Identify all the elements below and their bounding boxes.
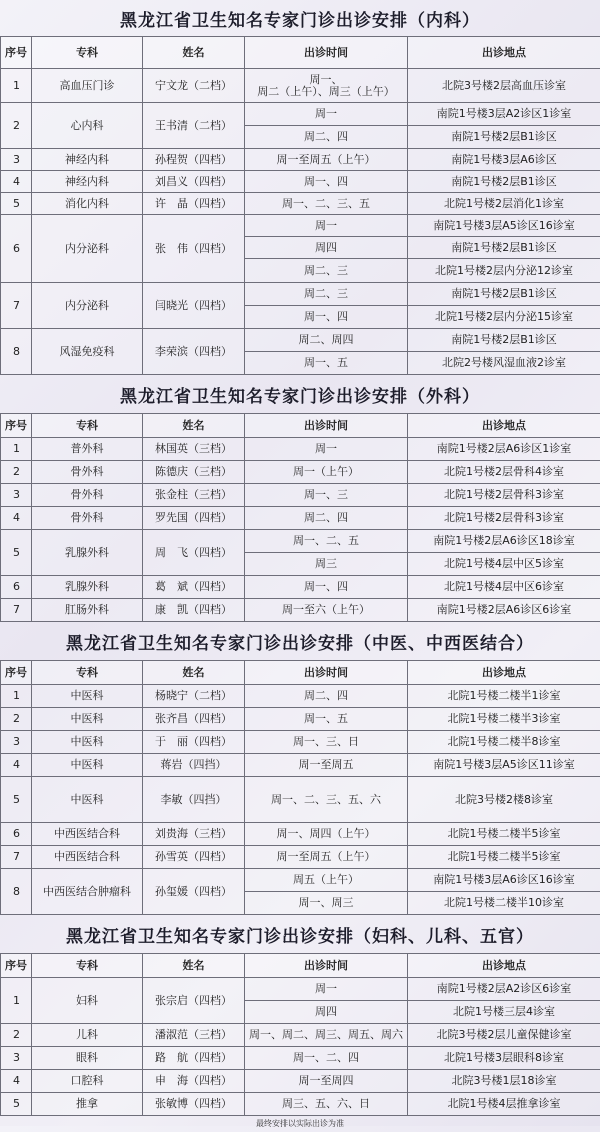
column-header: 姓名 xyxy=(143,954,245,978)
table-row xyxy=(1,149,600,171)
clinic-location-cell: 北院1号楼二楼半10诊室 xyxy=(408,892,600,915)
doctor-name-cell: 林国英（三档） xyxy=(143,438,245,461)
clinic-time-cell: 周三、五、六、日 xyxy=(245,1093,408,1116)
table-row xyxy=(1,1093,600,1116)
clinic-time-cell: 周二、三 xyxy=(245,259,408,283)
clinic-location-cell: 北院1号楼4层中区6诊室 xyxy=(408,576,600,599)
clinic-time-cell: 周一、五 xyxy=(245,708,408,731)
clinic-location-cell: 北院3号楼1层18诊室 xyxy=(408,1070,600,1093)
doctor-name-cell: 刘贵海（三档） xyxy=(143,823,245,846)
column-header: 专科 xyxy=(32,661,143,685)
table-row xyxy=(1,599,600,622)
row-number: 5 xyxy=(1,777,32,823)
row-number: 8 xyxy=(1,869,32,915)
department-cell: 内分泌科 xyxy=(32,283,143,329)
clinic-time-cell: 周一 xyxy=(245,103,408,126)
clinic-time-cell: 周一、三、日 xyxy=(245,731,408,754)
schedule-table xyxy=(0,660,600,915)
column-header: 姓名 xyxy=(143,37,245,69)
doctor-name-cell: 李敏（四挡） xyxy=(143,777,245,823)
clinic-location-cell: 北院3号楼2楼8诊室 xyxy=(408,777,600,823)
clinic-time-cell: 周一至周五（上午） xyxy=(245,846,408,869)
table-row xyxy=(1,530,600,553)
clinic-time-cell: 周一、二、四 xyxy=(245,1047,408,1070)
column-header: 专科 xyxy=(32,954,143,978)
column-header: 出诊地点 xyxy=(408,414,600,438)
clinic-location-cell: 北院1号楼3层眼科8诊室 xyxy=(408,1047,600,1070)
clinic-time-cell: 周一、四 xyxy=(245,171,408,193)
table-row xyxy=(1,69,600,103)
table-row xyxy=(1,438,600,461)
table-row xyxy=(1,685,600,708)
department-cell: 乳腺外科 xyxy=(32,530,143,576)
row-number: 7 xyxy=(1,599,32,622)
department-cell: 口腔科 xyxy=(32,1070,143,1093)
clinic-time-cell: 周二、周四 xyxy=(245,329,408,352)
table-row xyxy=(1,978,600,1001)
row-number: 6 xyxy=(1,823,32,846)
clinic-time-cell: 周一、三 xyxy=(245,484,408,507)
column-header: 序号 xyxy=(1,954,32,978)
column-header: 专科 xyxy=(32,37,143,69)
clinic-time-cell: 周一至周五 xyxy=(245,754,408,777)
clinic-time-cell: 周一 xyxy=(245,438,408,461)
doctor-name-cell: 葛 斌（四档） xyxy=(143,576,245,599)
row-number: 6 xyxy=(1,576,32,599)
clinic-location-cell: 南院1号楼3层A2诊区1诊室 xyxy=(408,103,600,126)
clinic-time-cell: 周一至六（上午） xyxy=(245,599,408,622)
department-cell: 中西医结合科 xyxy=(32,846,143,869)
doctor-name-cell: 于 丽（四档） xyxy=(143,731,245,754)
row-number: 2 xyxy=(1,708,32,731)
clinic-location-cell: 北院1号楼2层消化1诊室 xyxy=(408,193,600,215)
department-cell: 神经内科 xyxy=(32,171,143,193)
column-header: 出诊时间 xyxy=(245,661,408,685)
row-number: 5 xyxy=(1,193,32,215)
clinic-time-cell: 周一、二、三、五、六 xyxy=(245,777,408,823)
department-cell: 推拿 xyxy=(32,1093,143,1116)
doctor-name-cell: 康 凯（四档） xyxy=(143,599,245,622)
doctor-name-cell: 张金柱（三档） xyxy=(143,484,245,507)
table-row xyxy=(1,754,600,777)
schedule-table xyxy=(0,36,600,375)
department-cell: 神经内科 xyxy=(32,149,143,171)
table-row xyxy=(1,193,600,215)
doctor-name-cell: 张敏博（四档） xyxy=(143,1093,245,1116)
department-cell: 中西医结合肿瘤科 xyxy=(32,869,143,915)
row-number: 2 xyxy=(1,461,32,484)
clinic-location-cell: 南院1号楼3层A5诊区11诊室 xyxy=(408,754,600,777)
clinic-location-cell: 南院1号楼3层A5诊区16诊室 xyxy=(408,215,600,237)
doctor-name-cell: 许 晶（四档） xyxy=(143,193,245,215)
header-row xyxy=(1,954,600,978)
row-number: 3 xyxy=(1,484,32,507)
table-row xyxy=(1,708,600,731)
doctor-name-cell: 张宗启（四档） xyxy=(143,978,245,1024)
row-number: 1 xyxy=(1,978,32,1024)
clinic-time-cell: 周四 xyxy=(245,1001,408,1024)
row-number: 4 xyxy=(1,754,32,777)
clinic-time-cell: 周二、四 xyxy=(245,126,408,149)
clinic-time-cell: 周一 xyxy=(245,215,408,237)
doctor-name-cell: 宁文龙（二档） xyxy=(143,69,245,103)
row-number: 1 xyxy=(1,685,32,708)
clinic-time-cell: 周一、周三 xyxy=(245,892,408,915)
clinic-location-cell: 北院3号楼2层儿童保健诊室 xyxy=(408,1024,600,1047)
clinic-location-cell: 北院1号楼二楼半8诊室 xyxy=(408,731,600,754)
clinic-time-cell: 周一、周四（上午） xyxy=(245,823,408,846)
column-header: 出诊时间 xyxy=(245,414,408,438)
schedule-table xyxy=(0,413,600,622)
section-title: 黑龙江省卫生知名专家门诊出诊安排（外科） xyxy=(0,375,600,413)
clinic-location-cell: 北院1号楼二楼半1诊室 xyxy=(408,685,600,708)
row-number: 7 xyxy=(1,846,32,869)
row-number: 1 xyxy=(1,438,32,461)
department-cell: 中医科 xyxy=(32,708,143,731)
clinic-time-cell: 周一（上午） xyxy=(245,461,408,484)
table-row xyxy=(1,576,600,599)
column-header: 序号 xyxy=(1,414,32,438)
clinic-location-cell: 北院1号楼2层内分泌12诊室 xyxy=(408,259,600,283)
clinic-location-cell: 南院1号楼3层A6诊区 xyxy=(408,149,600,171)
clinic-location-cell: 南院1号楼2层B1诊区 xyxy=(408,171,600,193)
department-cell: 骨外科 xyxy=(32,507,143,530)
column-header: 姓名 xyxy=(143,661,245,685)
department-cell: 中西医结合科 xyxy=(32,823,143,846)
row-number: 4 xyxy=(1,507,32,530)
department-cell: 风湿免疫科 xyxy=(32,329,143,375)
column-header: 专科 xyxy=(32,414,143,438)
clinic-location-cell: 北院1号楼2层内分泌15诊室 xyxy=(408,306,600,329)
row-number: 7 xyxy=(1,283,32,329)
table-row xyxy=(1,823,600,846)
clinic-time-cell: 周五（上午） xyxy=(245,869,408,892)
table-row xyxy=(1,777,600,823)
clinic-location-cell: 北院3号楼2层高血压诊室 xyxy=(408,69,600,103)
clinic-time-cell: 周三 xyxy=(245,553,408,576)
table-row xyxy=(1,846,600,869)
table-row xyxy=(1,507,600,530)
row-number: 2 xyxy=(1,1024,32,1047)
clinic-location-cell: 南院1号楼2层A6诊区18诊室 xyxy=(408,530,600,553)
row-number: 5 xyxy=(1,530,32,576)
clinic-time-cell: 周一、周二、周三、周五、周六 xyxy=(245,1024,408,1047)
doctor-name-cell: 路 航（四档） xyxy=(143,1047,245,1070)
doctor-name-cell: 周 飞（四档） xyxy=(143,530,245,576)
department-cell: 眼科 xyxy=(32,1047,143,1070)
clinic-location-cell: 南院1号楼3层A6诊区16诊室 xyxy=(408,869,600,892)
footer-note: 最终安排以实际出诊为准 xyxy=(0,1116,600,1132)
clinic-location-cell: 北院1号楼4层推拿诊室 xyxy=(408,1093,600,1116)
table-row xyxy=(1,103,600,126)
doctor-name-cell: 杨晓宁（二档） xyxy=(143,685,245,708)
table-row xyxy=(1,731,600,754)
clinic-location-cell: 南院1号楼2层A2诊区6诊室 xyxy=(408,978,600,1001)
department-cell: 乳腺外科 xyxy=(32,576,143,599)
department-cell: 儿科 xyxy=(32,1024,143,1047)
doctor-name-cell: 孙程贺（四档） xyxy=(143,149,245,171)
section-title: 黑龙江省卫生知名专家门诊出诊安排（中医、中西医结合） xyxy=(0,622,600,660)
department-cell: 中医科 xyxy=(32,731,143,754)
doctor-name-cell: 陈德庆（三档） xyxy=(143,461,245,484)
clinic-time-cell: 周一、二、五 xyxy=(245,530,408,553)
table-row xyxy=(1,1070,600,1093)
doctor-name-cell: 孙玺媛（四档） xyxy=(143,869,245,915)
doctor-name-cell: 王书清（二档） xyxy=(143,103,245,149)
clinic-location-cell: 北院1号楼2层骨科4诊室 xyxy=(408,461,600,484)
clinic-location-cell: 北院1号楼二楼半3诊室 xyxy=(408,708,600,731)
row-number: 4 xyxy=(1,1070,32,1093)
department-cell: 中医科 xyxy=(32,754,143,777)
row-number: 3 xyxy=(1,731,32,754)
clinic-time-cell: 周一、四 xyxy=(245,576,408,599)
schedule-table xyxy=(0,953,600,1116)
row-number: 5 xyxy=(1,1093,32,1116)
doctor-name-cell: 李荣滨（四档） xyxy=(143,329,245,375)
header-row xyxy=(1,661,600,685)
header-row xyxy=(1,414,600,438)
row-number: 3 xyxy=(1,1047,32,1070)
clinic-time-cell: 周一、二、三、五 xyxy=(245,193,408,215)
doctor-name-cell: 罗先国（四档） xyxy=(143,507,245,530)
doctor-name-cell: 蒋岩（四挡） xyxy=(143,754,245,777)
department-cell: 心内科 xyxy=(32,103,143,149)
clinic-location-cell: 南院1号楼2层B1诊区 xyxy=(408,283,600,306)
clinic-location-cell: 南院1号楼2层B1诊区 xyxy=(408,329,600,352)
department-cell: 妇科 xyxy=(32,978,143,1024)
column-header: 出诊地点 xyxy=(408,37,600,69)
clinic-time-cell: 周二、四 xyxy=(245,507,408,530)
table-row xyxy=(1,171,600,193)
clinic-time-cell: 周二、四 xyxy=(245,685,408,708)
table-row xyxy=(1,1024,600,1047)
column-header: 序号 xyxy=(1,37,32,69)
clinic-time-cell: 周一 xyxy=(245,978,408,1001)
column-header: 姓名 xyxy=(143,414,245,438)
section-title: 黑龙江省卫生知名专家门诊出诊安排（妇科、儿科、五官） xyxy=(0,915,600,953)
section-title: 黑龙江省卫生知名专家门诊出诊安排（内科） xyxy=(0,0,600,36)
clinic-location-cell: 南院1号楼2层A6诊区1诊室 xyxy=(408,438,600,461)
clinic-time-cell: 周一、 周二（上午）、周三（上午） xyxy=(245,69,408,103)
table-row xyxy=(1,283,600,306)
table-row xyxy=(1,329,600,352)
table-row xyxy=(1,869,600,892)
clinic-location-cell: 南院1号楼2层B1诊区 xyxy=(408,237,600,259)
department-cell: 肛肠外科 xyxy=(32,599,143,622)
row-number: 1 xyxy=(1,69,32,103)
row-number: 4 xyxy=(1,171,32,193)
department-cell: 中医科 xyxy=(32,685,143,708)
table-row xyxy=(1,215,600,237)
doctor-name-cell: 张齐昌（四档） xyxy=(143,708,245,731)
column-header: 出诊地点 xyxy=(408,661,600,685)
clinic-location-cell: 南院1号楼2层B1诊区 xyxy=(408,126,600,149)
column-header: 序号 xyxy=(1,661,32,685)
clinic-time-cell: 周四 xyxy=(245,237,408,259)
clinic-time-cell: 周一至周四 xyxy=(245,1070,408,1093)
row-number: 2 xyxy=(1,103,32,149)
doctor-name-cell: 张 伟（四档） xyxy=(143,215,245,283)
column-header: 出诊时间 xyxy=(245,37,408,69)
department-cell: 普外科 xyxy=(32,438,143,461)
row-number: 8 xyxy=(1,329,32,375)
department-cell: 消化内科 xyxy=(32,193,143,215)
table-row xyxy=(1,484,600,507)
table-row xyxy=(1,1047,600,1070)
row-number: 3 xyxy=(1,149,32,171)
column-header: 出诊地点 xyxy=(408,954,600,978)
clinic-location-cell: 北院1号楼2层骨科3诊室 xyxy=(408,507,600,530)
clinic-location-cell: 南院1号楼2层A6诊区6诊室 xyxy=(408,599,600,622)
clinic-location-cell: 北院2号楼风湿血液2诊室 xyxy=(408,352,600,375)
department-cell: 中医科 xyxy=(32,777,143,823)
column-header: 出诊时间 xyxy=(245,954,408,978)
table-row xyxy=(1,461,600,484)
department-cell: 骨外科 xyxy=(32,461,143,484)
clinic-location-cell: 北院1号楼三层4诊室 xyxy=(408,1001,600,1024)
header-row xyxy=(1,37,600,69)
row-number: 6 xyxy=(1,215,32,283)
clinic-time-cell: 周二、三 xyxy=(245,283,408,306)
clinic-time-cell: 周一、五 xyxy=(245,352,408,375)
clinic-location-cell: 北院1号楼二楼半5诊室 xyxy=(408,823,600,846)
department-cell: 骨外科 xyxy=(32,484,143,507)
doctor-name-cell: 潘淑范（三档） xyxy=(143,1024,245,1047)
doctor-name-cell: 刘昌义（四档） xyxy=(143,171,245,193)
doctor-name-cell: 闫晓光（四档） xyxy=(143,283,245,329)
clinic-time-cell: 周一至周五（上午） xyxy=(245,149,408,171)
clinic-time-cell: 周一、四 xyxy=(245,306,408,329)
doctor-name-cell: 申 海（四档） xyxy=(143,1070,245,1093)
doctor-name-cell: 孙雪英（四档） xyxy=(143,846,245,869)
clinic-location-cell: 北院1号楼4层中区5诊室 xyxy=(408,553,600,576)
department-cell: 内分泌科 xyxy=(32,215,143,283)
clinic-location-cell: 北院1号楼2层骨科3诊室 xyxy=(408,484,600,507)
department-cell: 高血压门诊 xyxy=(32,69,143,103)
clinic-location-cell: 北院1号楼二楼半5诊室 xyxy=(408,846,600,869)
